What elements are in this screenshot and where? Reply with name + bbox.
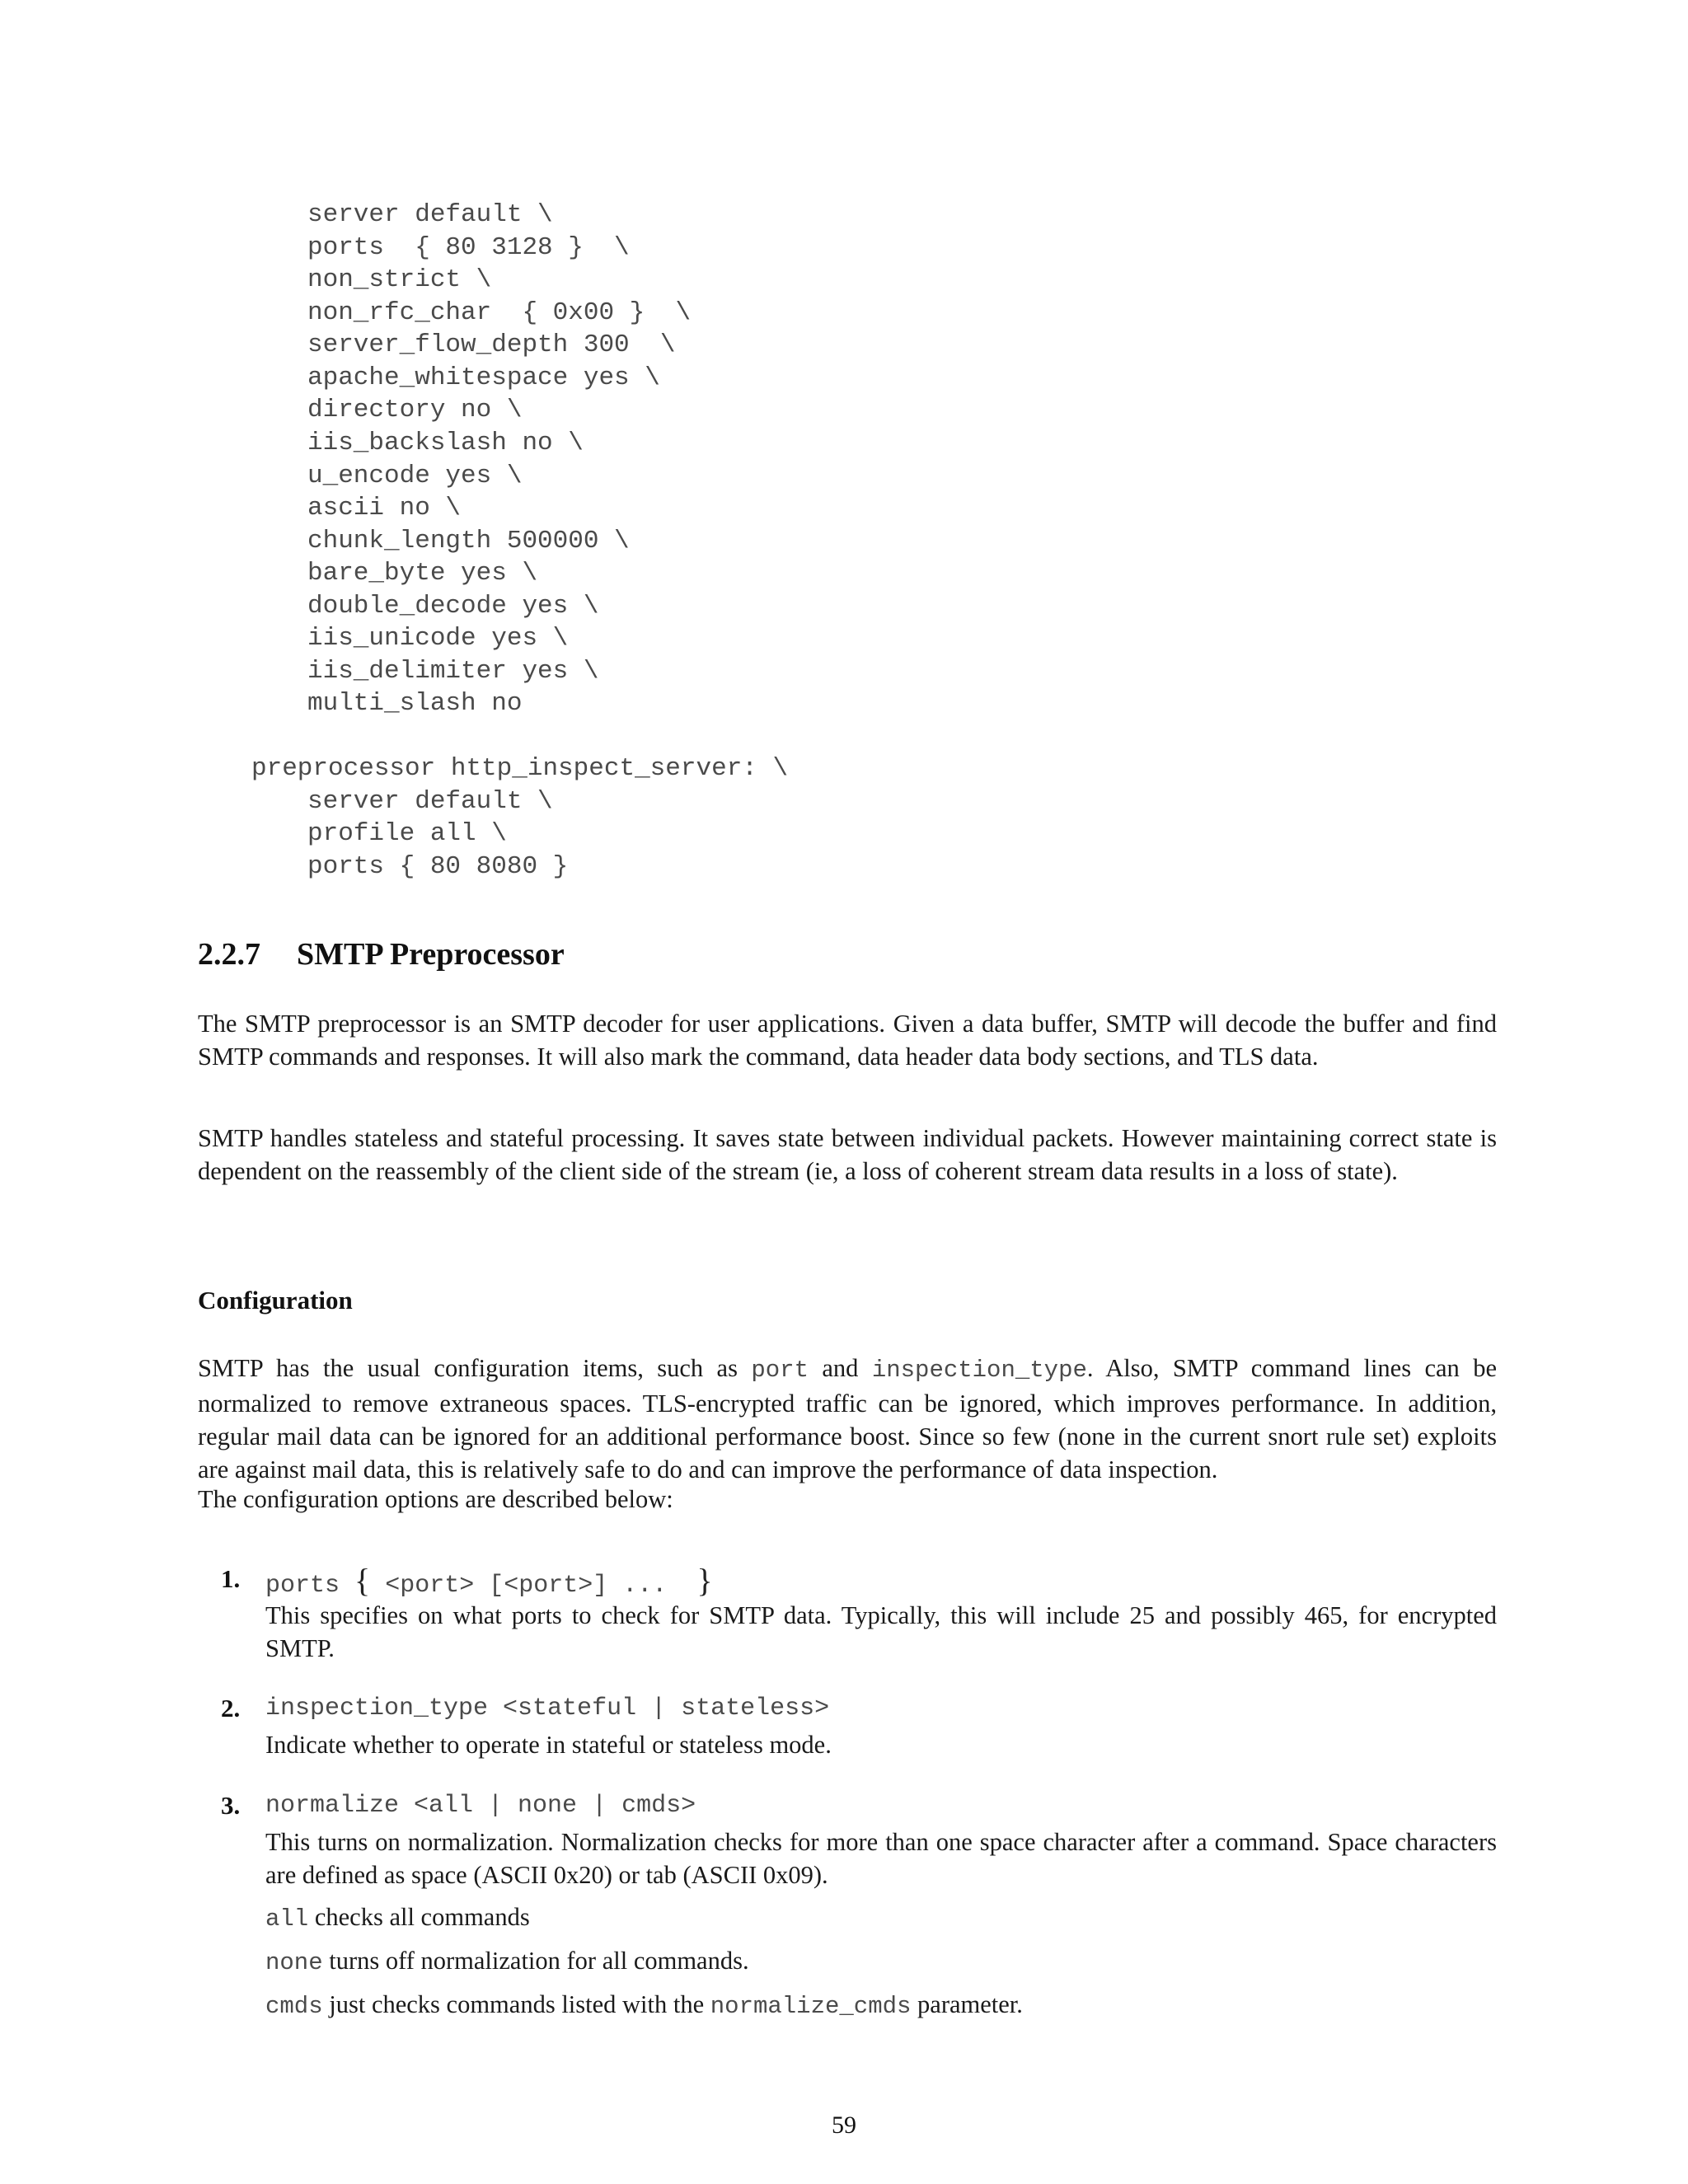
intro-paragraph: The SMTP preprocessor is an SMTP decoder for user applications. Given a data buffer, SMTP will decode the buffer and find SMTP commands and responses. It will also mark the command, data header data body sections, and TLS data. [198,1010,1497,1071]
option-description: Indicate whether to operate in stateful or stateless mode. [265,1731,832,1759]
code-line: non_strict \ [307,265,492,294]
text: . Also, SMTP command lines can be normalized to remove extraneous spaces. TLS-encrypted traffic can be ignored, which improves performance. In addition, regular mail data can be ignored for an additional performance boost. Since so few (none in the current snort rule set) exploits are against mail data, this is relatively safe to do and can improve the performance of data inspection. [198,1354,1497,1483]
code-line: server_flow_depth 300 \ [307,330,676,359]
page-number: 59 [832,2111,856,2139]
option-signature [265,1561,713,1600]
option-value-line [265,1900,1497,1936]
code-line: ascii no \ [307,494,462,523]
code-line: profile all \ [307,819,507,848]
section-heading [198,936,565,972]
value-code: cmds [265,1993,323,2020]
list-item-number: 2. [221,1694,241,1722]
config-paragraph [198,1352,1497,1486]
option-signature: normalize <all | none | cmds> [265,1792,696,1820]
section-title: SMTP Preprocessor [297,937,565,972]
code-line: ports { 80 8080 } [307,852,569,881]
text: SMTP has the usual configuration items, such as [198,1354,752,1382]
code-line: u_encode yes \ [307,462,523,490]
code-line: double_decode yes \ [307,592,599,621]
option-args: <port> [<port>] ... [370,1572,697,1600]
inline-code: port [751,1357,809,1384]
value-code: normalize_cmds [710,1993,912,2020]
value-code: none [265,1949,323,1976]
list-item-number: 1. [221,1564,241,1593]
value-text: checks all commands [308,1903,530,1931]
code-line: directory no \ [307,396,523,424]
code-line: apache_whitespace yes \ [307,363,660,392]
value-code: all [265,1905,309,1933]
list-item-number: 3. [221,1791,241,1820]
value-text: just checks commands listed with the [322,1990,710,2018]
option-signature: inspection_type <stateful | stateless> [265,1694,830,1722]
inline-code: inspection_type [871,1357,1087,1384]
code-line: non_rfc_char { 0x00 } \ [307,298,692,327]
config-intro-paragraph: The configuration options are described below: [198,1485,673,1513]
code-block [0,0,789,881]
brace-close: } [696,1562,713,1599]
code-line: preprocessor http_inspect_server: \ [251,754,789,783]
value-text: parameter. [911,1990,1023,2018]
code-line: server default \ [307,200,553,229]
intro-paragraph: SMTP handles stateless and stateful processing. It saves state between individual packets. However maintaining correct state is dependent on the reassembly of the client side of the stream (ie, a loss of coherent stream data results in a loss of state). [198,1124,1497,1185]
option-description: This turns on normalization. Normalization checks for more than one space character after a command. Space characters are defined as space (ASCII 0x20) or tab (ASCII 0x09). [265,1828,1497,1889]
subsection-heading: Configuration [198,1286,353,1315]
code-line: multi_slash no [307,689,523,718]
option-value-line [265,1944,1497,1980]
value-text: turns off normalization for all commands. [322,1947,749,1975]
option-value-line [265,1988,1497,2023]
section-number: 2.2.7 [198,937,260,972]
code-line: ports { 80 3128 } \ [307,233,630,262]
code-line: server default \ [307,787,553,816]
code-line: iis_backslash no \ [307,429,584,457]
code-line: iis_unicode yes \ [307,624,569,653]
option-description: This specifies on what ports to check for SMTP data. Typically, this will include 25 and possibly 465, for encrypted SMTP. [265,1601,1497,1662]
code-line: bare_byte yes \ [307,559,538,588]
code-line: iis_delimiter yes \ [307,657,599,686]
option-code: ports [265,1572,355,1600]
text: and [808,1354,872,1382]
code-line: chunk_length 500000 \ [307,527,630,555]
brace-open: { [354,1562,371,1599]
